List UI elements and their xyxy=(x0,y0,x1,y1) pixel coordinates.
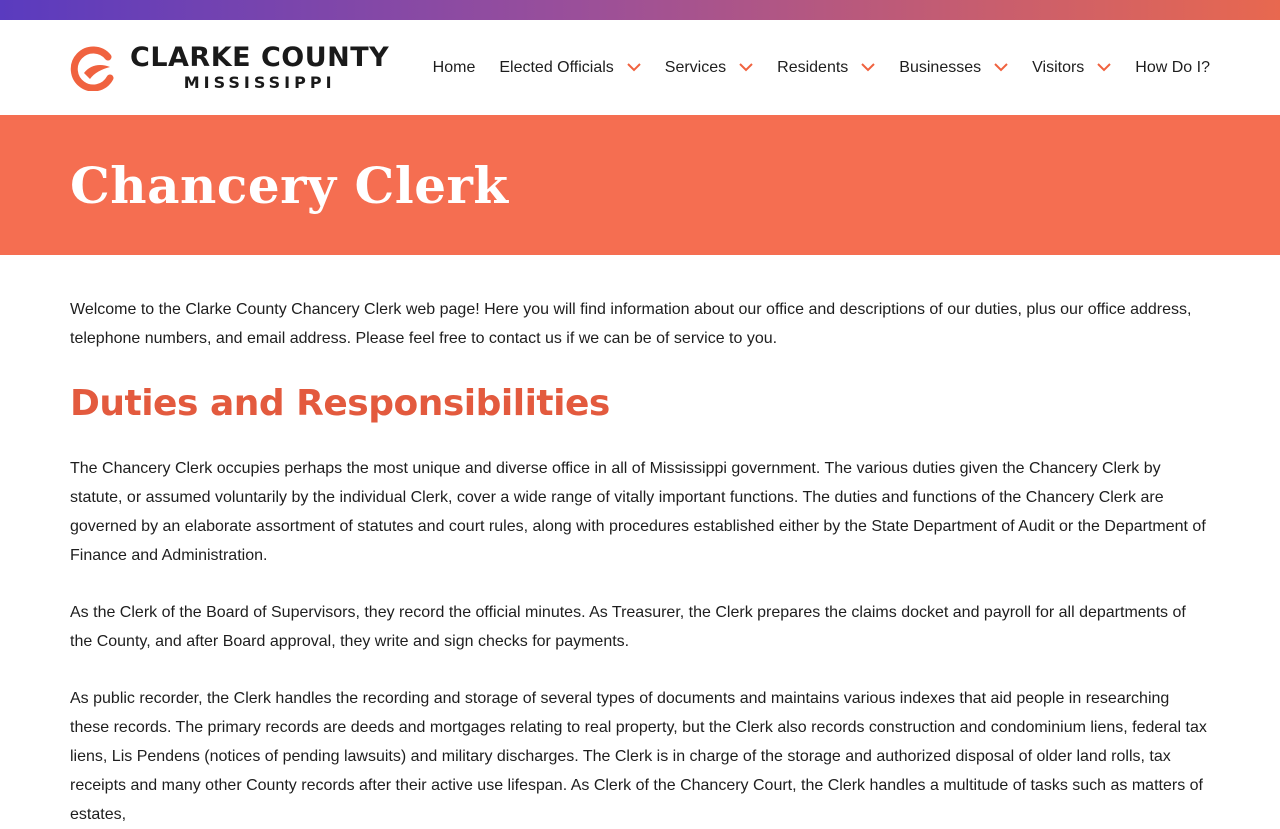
nav-services-label: Services xyxy=(664,58,727,76)
top-gradient-strip xyxy=(0,0,1280,20)
main-content xyxy=(0,255,1280,829)
chevron-down-icon xyxy=(1097,63,1111,72)
nav-visitors[interactable] xyxy=(1032,59,1111,77)
nav-elected-officials-label: Elected Officials xyxy=(499,58,614,76)
duties-paragraph-3: As public recorder, the Clerk handles the recording and storage of several types of documents and maintains various indexes that aid people in researching these records. The primary records are deeds and mortgages relating to real property, but the Clerk also records construction and condominium liens, federal tax liens, Lis Pendens (notices of pending lawsuits) and military discharges. The Clerk is in charge of the storage and authorized disposal of older land rolls, tax receipts and many other County records after their active use lifespan. As Clerk of the Chancery Court, the Clerk handles a multitude of tasks such as matters of estates, xyxy=(70,690,1207,823)
county-logo-icon xyxy=(70,45,116,91)
duties-paragraph-2: As the Clerk of the Board of Supervisors, they record the official minutes. As Treasurer, the Clerk prepares the claims docket and payroll for all departments of the County, and after Board approval, they write and sign checks for payments. xyxy=(70,604,1186,650)
brand-subtitle: MISSISSIPPI xyxy=(183,73,336,92)
site-header xyxy=(0,20,1280,115)
nav-businesses-label: Businesses xyxy=(899,58,982,76)
nav-elected-officials[interactable] xyxy=(499,59,640,77)
page-banner xyxy=(0,115,1280,255)
duties-heading: Duties and Responsibilities xyxy=(70,383,610,424)
brand-text xyxy=(130,44,389,91)
nav-businesses[interactable] xyxy=(899,59,1008,77)
nav-visitors-label: Visitors xyxy=(1032,58,1085,76)
chevron-down-icon xyxy=(861,63,875,72)
chevron-down-icon xyxy=(994,63,1008,72)
chevron-down-icon xyxy=(739,63,753,72)
page-title: Chancery Clerk xyxy=(70,155,509,215)
nav-residents-label: Residents xyxy=(777,58,849,76)
nav-how-do-i-label: How Do I? xyxy=(1135,58,1210,76)
main-nav xyxy=(433,59,1210,77)
nav-home-label: Home xyxy=(432,58,476,76)
nav-residents[interactable] xyxy=(777,59,875,77)
brand-logo-link[interactable] xyxy=(70,44,389,91)
duties-paragraph-1: The Chancery Clerk occupies perhaps the most unique and diverse office in all of Mississippi government. The various duties given the Chancery Clerk by statute, or assumed voluntarily by the individual Clerk, cover a wide range of vitally important functions. The duties and functions of the Chancery Clerk are governed by an elaborate assortment of statutes and court rules, along with procedures established either by the State Department of Audit or the Department of Finance and Administration. xyxy=(70,460,1206,564)
nav-services[interactable] xyxy=(665,59,753,77)
intro-paragraph: Welcome to the Clarke County Chancery Clerk web page! Here you will find information about our office and descriptions of our duties, plus our office address, telephone numbers, and email address. Please feel free to contact us if we can be of service to you. xyxy=(70,301,1192,347)
nav-home[interactable] xyxy=(433,59,476,77)
brand-title: CLARKE COUNTY xyxy=(130,42,390,73)
nav-how-do-i[interactable] xyxy=(1135,59,1210,77)
chevron-down-icon xyxy=(627,63,641,72)
